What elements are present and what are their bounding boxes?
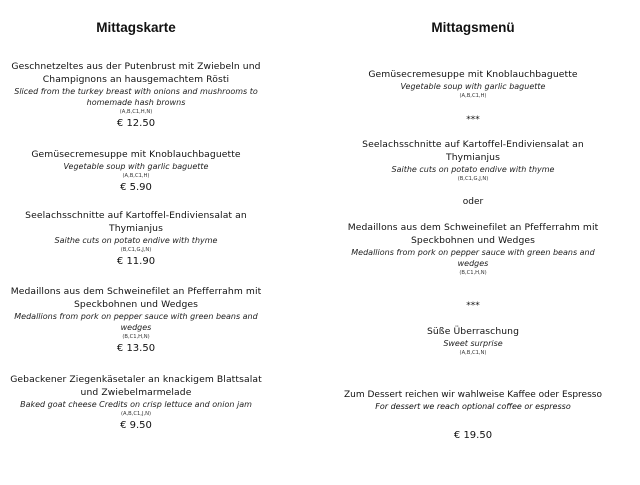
menu-item (0, 60, 272, 130)
dish-price: € 5.90 (120, 182, 152, 193)
menu-course (338, 138, 608, 183)
or-label: oder (462, 197, 484, 207)
dish-name-de: Medaillons aus dem Schweinefilet an Pfefferrahm mit Speckbohnen und Wedges (10, 286, 262, 310)
dish-price: € 13.50 (116, 343, 156, 354)
dish-name-en: Baked goat cheese Credits on crisp lettuce and onion jam (20, 400, 252, 409)
course-name-en: Medallions from pork on pepper sauce with green beans and wedges (351, 248, 595, 268)
dish-name-de: Geschnetzeltes aus der Putenbrust mit Zwiebeln und Champignons an hausgemachtem Rösti (11, 61, 261, 85)
menu-course (338, 221, 608, 277)
dish-price: € 12.50 (116, 118, 156, 129)
course-separator: *** (466, 115, 480, 125)
dish-price: € 9.50 (120, 420, 152, 431)
dish-allergens: (B,C1,H,N) (122, 334, 150, 340)
course-allergens: (A,B,C1,N) (459, 350, 487, 356)
mittagsmenue-title: Mittagsmenü (431, 20, 515, 35)
course-name-en: Sweet surprise (443, 339, 503, 348)
dish-name-de: Seelachsschnitte auf Kartoffel-Endiviensalat an Thymianjus (25, 210, 247, 234)
dish-name-en: Sliced from the turkey breast with onions and mushrooms to homemade hash browns (14, 87, 258, 107)
dish-allergens: (A,B,C1,J,N) (120, 411, 152, 417)
mittagskarte-title: Mittagskarte (96, 20, 176, 35)
menu-course (338, 68, 608, 100)
course-name-en: Vegetable soup with garlic baguette (400, 82, 546, 91)
dessert-note-de: Zum Dessert reichen wir wahlweise Kaffee oder Espresso (344, 390, 602, 400)
course-name-en: Saithe cuts on potato endive with thyme (391, 165, 555, 174)
dish-name-de: Gemüsecremesuppe mit Knoblauchbaguette (31, 149, 241, 160)
course-name-de: Süße Überraschung (426, 326, 520, 337)
menu-course (338, 325, 608, 357)
course-allergens: (B,C1,G,J,N) (457, 176, 489, 182)
menu-item (0, 373, 272, 432)
dish-allergens: (A,B,C1,H,N) (119, 109, 153, 115)
menu-item (0, 148, 272, 194)
menu-item (0, 209, 272, 268)
course-name-de: Gemüsecremesuppe mit Knoblauchbaguette (368, 69, 578, 80)
dish-price: € 11.90 (116, 256, 156, 267)
dish-name-en: Saithe cuts on potato endive with thyme (54, 236, 218, 245)
menu-item (0, 285, 272, 355)
dessert-note-en: For dessert we reach optional coffee or espresso (375, 402, 571, 411)
dish-name-de: Gebackener Ziegenkäsetaler an knackigem Blattsalat und Zwiebelmarmelade (10, 374, 262, 398)
dish-name-en: Medallions from pork on pepper sauce with green beans and wedges (14, 312, 258, 332)
dessert-note (338, 389, 608, 412)
menu-price: € 19.50 (453, 430, 493, 441)
dish-allergens: (A,B,C1,H) (122, 173, 150, 179)
course-allergens: (B,C1,H,N) (459, 270, 487, 276)
dish-allergens: (B,C1,G,J,N) (120, 247, 152, 253)
course-name-de: Medaillons aus dem Schweinefilet an Pfefferrahm mit Speckbohnen und Wedges (347, 222, 599, 246)
course-name-de: Seelachsschnitte auf Kartoffel-Endiviensalat an Thymianjus (362, 139, 584, 163)
dish-name-en: Vegetable soup with garlic baguette (63, 162, 209, 171)
course-allergens: (A,B,C1,H) (459, 93, 487, 99)
course-separator: *** (466, 301, 480, 311)
